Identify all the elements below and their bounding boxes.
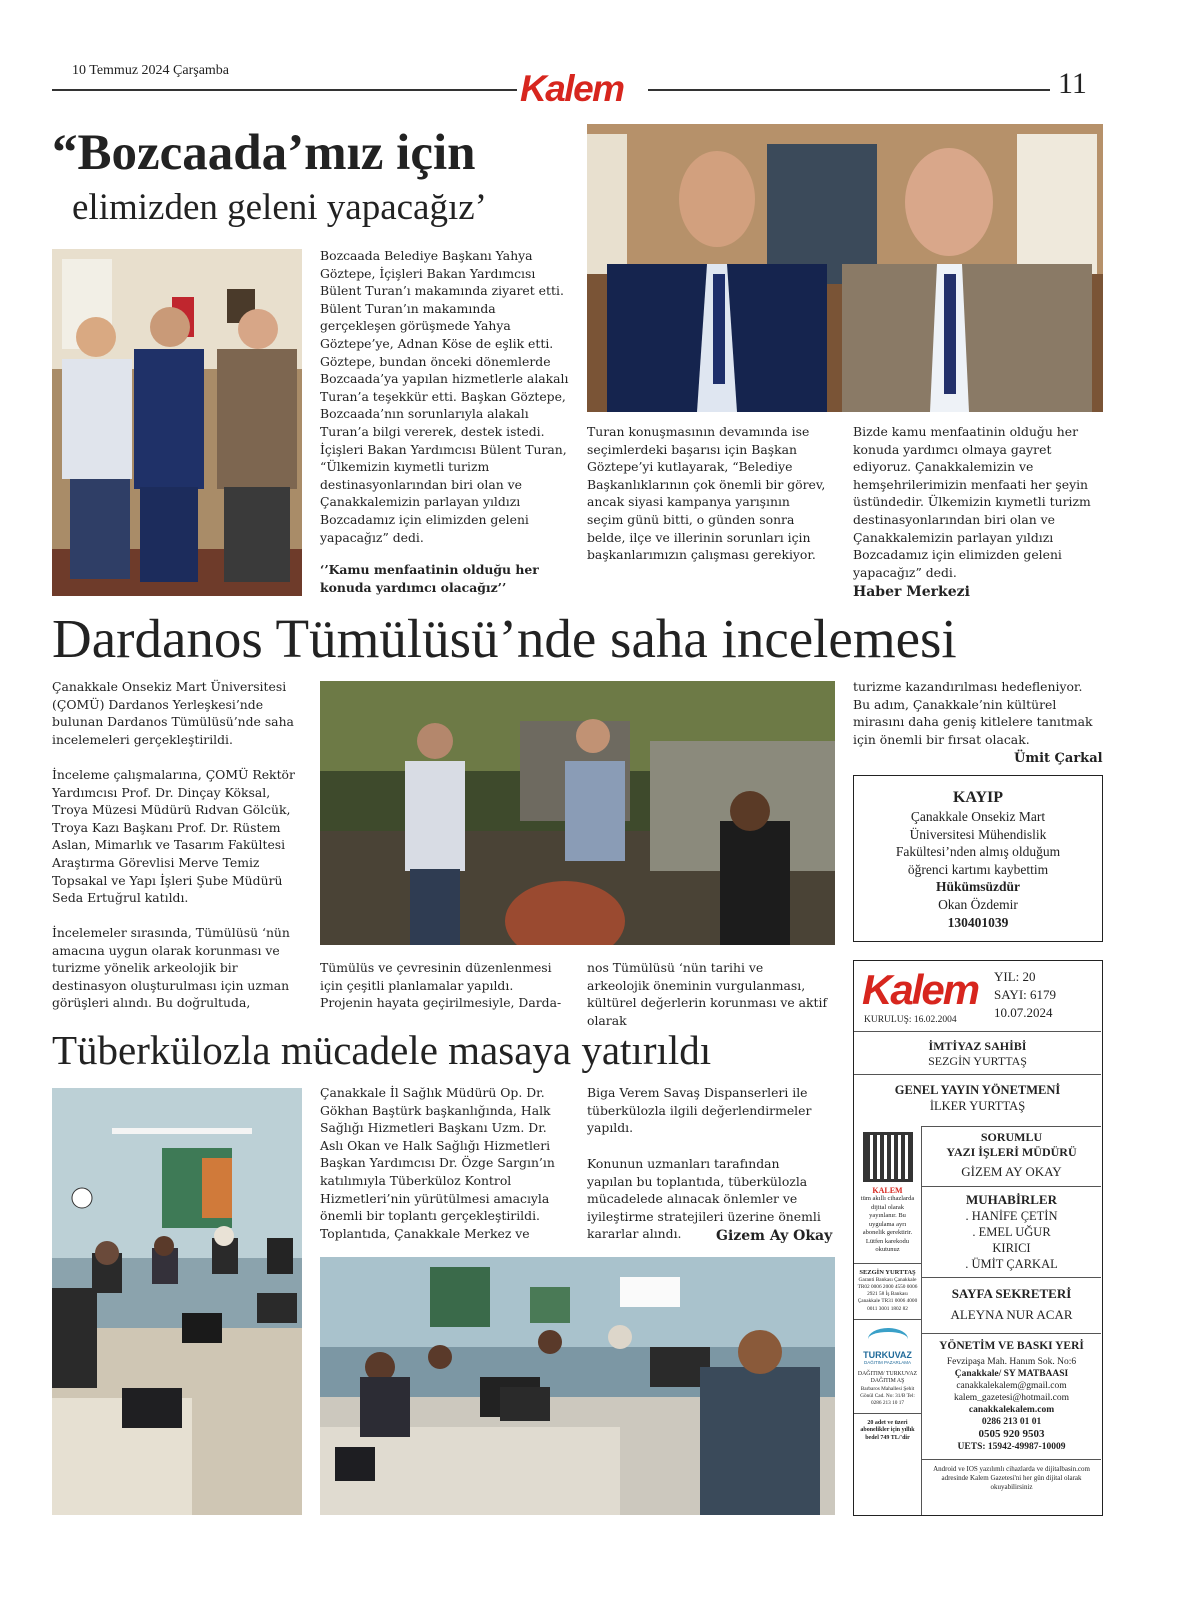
article2-p6: turizme kazandırılması hedefleniyor. Bu adım, Çanakkale’nin kültürel mirasını daha geniş kitlelere tanıtmak için önemli bir fırsat olacak. <box>853 679 1093 747</box>
article1-byline: Haber Merkezi <box>853 584 970 600</box>
article3-headline: Tüberkülozla mücadele masaya yatırıldı <box>52 1027 712 1073</box>
secretary-label: SAYFA SEKRETERİ <box>951 1286 1072 1301</box>
reporter-3: KIRICI <box>992 1241 1031 1255</box>
masthead-founded: KURULUŞ: 16.02.2004 <box>864 1015 957 1025</box>
article3-photo-left <box>52 1088 302 1515</box>
lost-notice-name: Okan Özdemir <box>938 896 1018 912</box>
owner-label: İMTİYAZ SAHİBİ <box>928 1039 1027 1053</box>
distribution-title: DAĞITIM/ TURKUVAZ DAĞITIM AŞ <box>857 1370 918 1385</box>
article2-byline: Ümit Çarkal <box>1014 751 1103 766</box>
editor-label-1: SORUMLU <box>980 1130 1043 1144</box>
header-rule-right <box>648 89 1050 91</box>
article3-col2a-text: Biga Verem Savaş Dispanserleri ile tüberkülozla ilgili değerlendirmeler yapıldı. <box>587 1085 812 1136</box>
lost-notice-box <box>853 775 1103 942</box>
qr-code <box>863 1132 913 1182</box>
digital-text: Android ve IOS yazılımlı cihazlarda ve dijitalbasin.com adresinde Kalem Gazetesi'ni her gün dijital olarak okuyabilirsiniz <box>933 1465 1090 1491</box>
masthead-date: 10.07.2024 <box>994 1005 1053 1020</box>
office-uets: UETS: 15942-49987-10009 <box>957 1442 1066 1452</box>
page-number: 11 <box>1058 67 1087 100</box>
masthead-left-column <box>854 1126 922 1515</box>
lost-notice-text: Çanakkale Onsekiz Mart Üniversitesi Mühendislik Fakültesi’nden almış olduğum öğrenci kartımı kaybettim <box>895 809 1061 877</box>
article2-p1: Çanakkale Onsekiz Mart Üniversitesi (ÇOMÜ) Dardanos Yerleşkesi’nde bulunan Dardanos Tümülüsü’nde saha incelemeleri gerçekleştirildi. <box>52 679 294 747</box>
masthead-issue: SAYI: 6179 <box>994 987 1057 1002</box>
article1-headline-sub: elimizden geleni yapacağız’ <box>72 187 488 228</box>
issue-date: 10 Temmuz 2024 Çarşamba <box>72 63 230 78</box>
secretary-name: ALEYNA NUR ACAR <box>950 1307 1073 1322</box>
owner-name: SEZGİN YURTTAŞ <box>928 1054 1027 1068</box>
article1-col3-text: Bizde kamu menfaatinin olduğu her konuda yardımcı olmaya gayret ediyoruz. Çanakkalemizin ve hemşehrilerimizin menfaati her şeyin üstündedir. Ülkemizin kıymetli turizm destinasyonlarından biri olan ve Çanakkalemizin parlayan yıldızı Bozcadamız için elimizden geleni yapacağız” dedi. <box>853 424 1091 580</box>
article2-p2: İnceleme çalışmalarına, ÇOMÜ Rektör Yardımcısı Prof. Dr. Dinçay Köksal, Troya Müzesi Müdürü Rıdvan Gölcük, Troya Kazı Başkanı Prof. Dr. Rüstem Aslan, Mimarlık ve Tasarım Fakültesi Araştırma Görevlisi Merve Temiz Topsakal ve Yapı İşleri Şube Müdürü Seda Ertuğrul katıldı. <box>52 767 295 906</box>
masthead-box-logo: Kalem <box>862 966 979 1013</box>
office-website: canakkalekalem.com <box>968 1405 1055 1415</box>
header-rule-left <box>52 89 517 91</box>
qr-brand: KALEM <box>872 1186 903 1195</box>
gm-section <box>854 1074 1101 1114</box>
masthead-logo: Kalem <box>520 68 624 109</box>
reporter-1: . HANİFE ÇETİN <box>965 1209 1058 1223</box>
subscription-text: 20 adet ve üzeri abonelikler için yıllık bedel 749 TL/'dir <box>860 1419 915 1441</box>
qr-text: tüm akıllı cihazlarda dijital olarak yayınlanır. Bu uygulama ayrı abonelik gerektirir. Lütfen karekodu okutunuz <box>860 1195 915 1253</box>
article2-headline: Dardanos Tümülüsü’nde saha incelemesi <box>52 608 957 669</box>
article2-p4: Tümülüs ve çevresinin düzenlenmesi için çeşitli planlamalar yapıldı. Projenin hayata geçirilmesiyle, Darda- <box>320 960 562 1011</box>
article2-p5: nos Tümülüsü ‘nün tarihi ve arkeolojik öneminin vurgulanması, kültürel değerlerin korunması ve aktif olarak <box>587 960 828 1028</box>
bank-text: Garanti Bankası Çanakkale TR02 0006 2000 4550 0006 2921 58 İş Bankası Çanakkale TR31 0006 4000 0011 3001 1802 82 <box>857 1276 918 1312</box>
article3-byline: Gizem Ay Okay <box>716 1228 833 1244</box>
lost-notice-status: Hükümsüzdür <box>935 879 1021 894</box>
article1-photo-group <box>52 249 302 596</box>
masthead-year: YIL: 20 <box>994 969 1036 984</box>
turkuvaz-sub: DAĞITIM PAZARLAMA <box>864 1359 911 1365</box>
editor-name: GİZEM AY OKAY <box>961 1164 1062 1179</box>
article1-col2-text: Turan konuşmasının devamında ise seçimlerdeki başarısı için Başkan Göztepe’yi kutlayarak, “Belediye Başkanlıklarının çok önemli bir görev, ancak siyasi kampanya yarışının seçim günü bitti, o günden sonra belde, ilçe ve illerinin sorunları için başkanlarımızın çalışması gerekiyor. <box>587 424 826 563</box>
article3-col2b-text: Konunun uzmanları tarafından yapılan bu toplantıda, tüberkülozla mücadelede alınacak önlemler ve iyileştirme stratejileri üzerine önemli kararlar alındı. <box>587 1156 821 1242</box>
article3-photo-bottom <box>320 1257 835 1515</box>
office-phone-1: 0286 213 01 01 <box>981 1417 1042 1427</box>
article1-photo-main <box>587 124 1103 412</box>
office-email-2: kalem_gazetesi@hotmail.com <box>953 1393 1070 1403</box>
article1-col1-text: Bozcaada Belediye Başkanı Yahya Göztepe, İçişleri Bakan Yardımcısı Bülent Turan’ı makamında ziyaret etti. Bülent Turan’ın makamında gerçekleşen görüşmede Yahya Göztepe’ye, Adnan Köse de eşlik etti. Göztepe, bundan önceki dönemlerde Bozcaada’ya yapılan hizmetlerle alakalı Turan’a teşekkür etti. Başkan Göztepe, Bozcaada’nın sorunlarıyla alakalı Turan’a bilgi vererek, destek istedi. İçişleri Bakan Yardımcısı Bülent Turan, “Ülkemizin kıymetli turizm destinasyonlarından biri olan ve Çanakkalemizin parlayan yıldızı Bozcadamız için elimizden geleni yapacağız” dedi. <box>320 248 569 545</box>
masthead-right-column <box>922 1126 1101 1492</box>
bank-title: SEZGİN YURTTAŞ <box>859 1268 916 1276</box>
lost-notice-title: KAYIP <box>952 789 1004 806</box>
reporter-2: . EMEL UĞUR <box>972 1225 1051 1239</box>
masthead-box <box>853 960 1103 1516</box>
office-label: YÖNETİM VE BASKI YERİ <box>939 1340 1084 1352</box>
office-address: Fevzipaşa Mah. Hanım Sok. No:6 <box>946 1357 1077 1367</box>
office-phone-2: 0505 920 9503 <box>978 1428 1045 1440</box>
lost-notice-number: 130401039 <box>947 915 1009 930</box>
article1-subhead: ‘’Kamu menfaatinin olduğu her konuda yardımcı olacağız’’ <box>320 562 539 595</box>
editor-label-2: YAZI İŞLERİ MÜDÜRÜ <box>946 1145 1077 1159</box>
office-email-1: canakkalekalem@gmail.com <box>956 1381 1067 1391</box>
owner-section <box>854 1031 1101 1069</box>
distribution-text: Barbaros Mahallesi Şehit Gönül Cad. No: 31/B Tel: 0286 213 10 17 <box>860 1385 915 1406</box>
article2-p3: İncelemeler sırasında, Tümülüsü ‘nün amacına uygun olarak korunması ve turizme yönelik arkeolojik bir destinasyon oluşturulması için uzman görüşleri alındı. Bu doğrultuda, <box>52 925 290 1011</box>
reporters-label: MUHABİRLER <box>965 1192 1057 1207</box>
gm-label: GENEL YAYIN YÖNETMENİ <box>894 1083 1061 1097</box>
office-printer: Çanakkale/ SY MATBAASI <box>954 1369 1069 1379</box>
article2-photo <box>320 681 835 945</box>
article3-col1-text: Çanakkale İl Sağlık Müdürü Op. Dr. Gökhan Baştürk başkanlığında, Halk Sağlığı Hizmetleri Başkanı Uzm. Dr. Aslı Okan ve Halk Sağlığı Hizmetleri Başkan Yardımcısı Dr. Özge Sargın’ın katılımıyla Tüberküloz Kontrol Hizmetleri’nin yürütülmesi amacıyla önemli bir toplantı gerçekleştirildi. Toplantıda, Çanakkale Merkez ve <box>320 1085 555 1241</box>
gm-name: İLKER YURTTAŞ <box>929 1099 1026 1113</box>
turkuvaz-name: TURKUVAZ <box>863 1349 912 1360</box>
turkuvaz-logo-icon <box>868 1328 908 1350</box>
article1-headline: “Bozcaada’mız için <box>52 125 476 181</box>
reporter-4: . ÜMİT ÇARKAL <box>965 1257 1058 1271</box>
